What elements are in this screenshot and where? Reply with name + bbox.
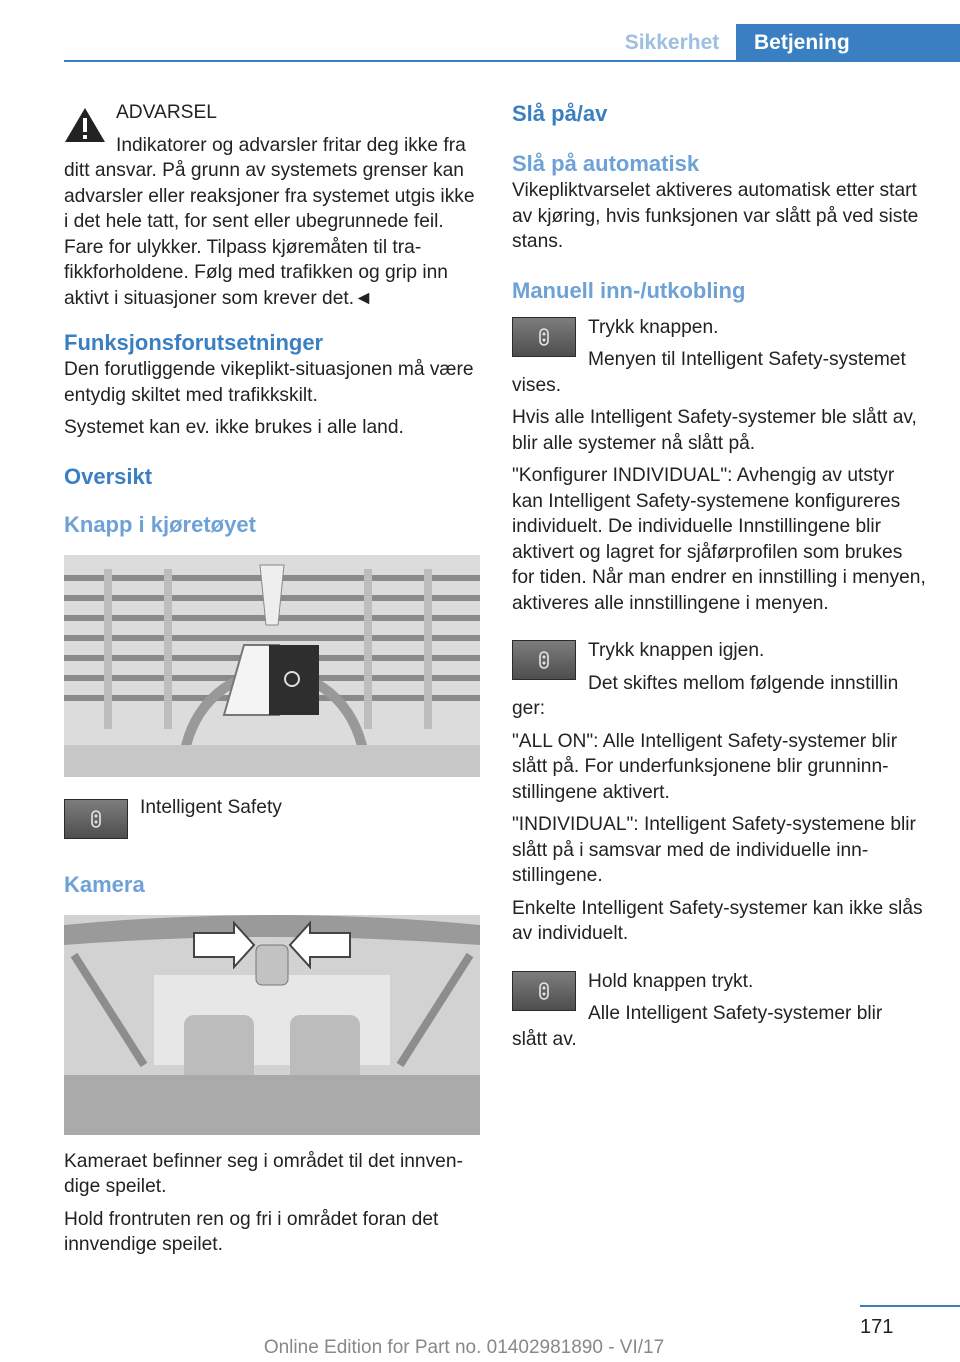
auto-paragraph: Vikepliktvarselet aktiveres automatisk etter start av kjøring, hvis funksjonen var slått på ved siste stans. <box>512 180 919 252</box>
step-hold-button <box>512 969 928 1053</box>
intelligent-safety-legend <box>64 797 480 843</box>
func-paragraph-1: Den forutliggende vikeplikt-situasjonen må være entydig skiltet med trafikkskilt. <box>64 359 474 406</box>
edition-note: Online Edition for Part no. 01402981890 - VI/17 <box>263 1337 665 1358</box>
step2-rest: ger: <box>512 698 546 719</box>
step1-rest: vises. <box>512 374 562 396</box>
intelligent-safety-button-icon <box>512 640 576 680</box>
camera-location-photo <box>64 915 480 1135</box>
kamera-paragraph-2: Hold frontruten ren og fri i området foran det innvendige speilet. <box>64 1208 439 1255</box>
heading-knapp: Knapp i kjøretøyet <box>64 511 256 537</box>
heading-manuell: Manuell inn-/utkobling <box>512 277 746 303</box>
heading-oversikt: Oversikt <box>64 463 153 489</box>
warning-block <box>64 100 480 311</box>
warning-title: ADVARSEL <box>116 102 217 123</box>
manual-paragraph-5: Enkelte Intelligent Safety-systemer kan ikke slås av individuelt. <box>512 897 923 944</box>
intelligent-safety-button-icon <box>512 317 576 357</box>
step3-line2: Alle Intelligent Safety-systemer blir <box>588 1003 883 1024</box>
manual-paragraph-2: "Konfigurer INDIVIDUAL": Avhengig av utstyr kan Intelligent Safety-systemene konfigureres individuelt. De individuelle Innstillingene blir aktivert og lagret for sjåførprofilen som brukes for tiden. Når man endrer en innstilling i menyen, aktiveres alle innstillingene i menyen. <box>512 465 926 614</box>
step1-line2: Menyen til Intelligent Safety-systemet <box>588 349 906 370</box>
heading-slaa-paa-av: Slå på/av <box>512 101 608 126</box>
heading-kamera: Kamera <box>64 871 145 897</box>
step3-rest: slått av. <box>512 1028 577 1050</box>
kamera-paragraph-1: Kameraet befinner seg i området til det innvendige speilet. <box>64 1150 463 1197</box>
intelligent-safety-caption: Intelligent Safety <box>140 796 282 818</box>
step-press-button <box>512 315 928 399</box>
camera-illustration <box>64 915 480 1135</box>
tab-betjening[interactable]: Betjening <box>736 24 960 62</box>
heading-slaa-paa-automatisk: Slå på automatisk <box>512 151 700 176</box>
footer-rule <box>860 1305 960 1307</box>
warning-first-line: Indikatorer og advarsler fritar deg ikke fra <box>116 134 466 156</box>
step3-line1: Hold knappen trykt. <box>588 970 754 992</box>
left-column <box>64 100 480 1265</box>
intelligent-safety-button-icon <box>512 971 576 1011</box>
manual-paragraph-3: "ALL ON": Alle Intelligent Safety-systemer blir slått på. For underfunksjonene blir grunninnstillingene aktivert. <box>512 730 898 803</box>
manual-paragraph-1: Hvis alle Intelligent Safety-systemer ble slått av, blir alle systemer nå slått på. <box>512 407 917 454</box>
tab-sikkerhet[interactable]: Sikkerhet <box>624 31 720 54</box>
page-number: 171 <box>860 1316 894 1338</box>
step2-line1: Trykk knappen igjen. <box>588 640 765 661</box>
header-rule <box>64 60 960 62</box>
func-paragraph-2: Systemet kan ev. ikke brukes i alle land. <box>64 417 404 438</box>
step1-line1: Trykk knappen. <box>588 316 719 338</box>
warning-triangle-icon <box>64 106 106 144</box>
heading-funksjonsforutsetninger: Funksjonsforutsetninger <box>64 330 324 355</box>
step2-line2: Det skiftes mellom følgende innstillin <box>588 672 899 694</box>
right-column <box>512 100 928 1059</box>
manual-paragraph-4: "INDIVIDUAL": Intelligent Safety-systemene blir slått på i samsvar med de individuelle innstillingene. <box>512 814 916 886</box>
warning-text: ditt ansvar. På grunn av systemets grenser kan advarsler eller reaksjoner fra systemet utgis ikke i det hele tatt, for sent eller ubegrunnede feil. Fare for ulykker. Tilpass kjøremåten til trafikkforholdene. Følg med trafikken og grip inn aktivt i situasjoner som krever det.◄ <box>64 160 475 309</box>
vent-illustration <box>64 555 480 777</box>
dashboard-button-photo <box>64 555 480 777</box>
step-press-again <box>512 638 928 722</box>
